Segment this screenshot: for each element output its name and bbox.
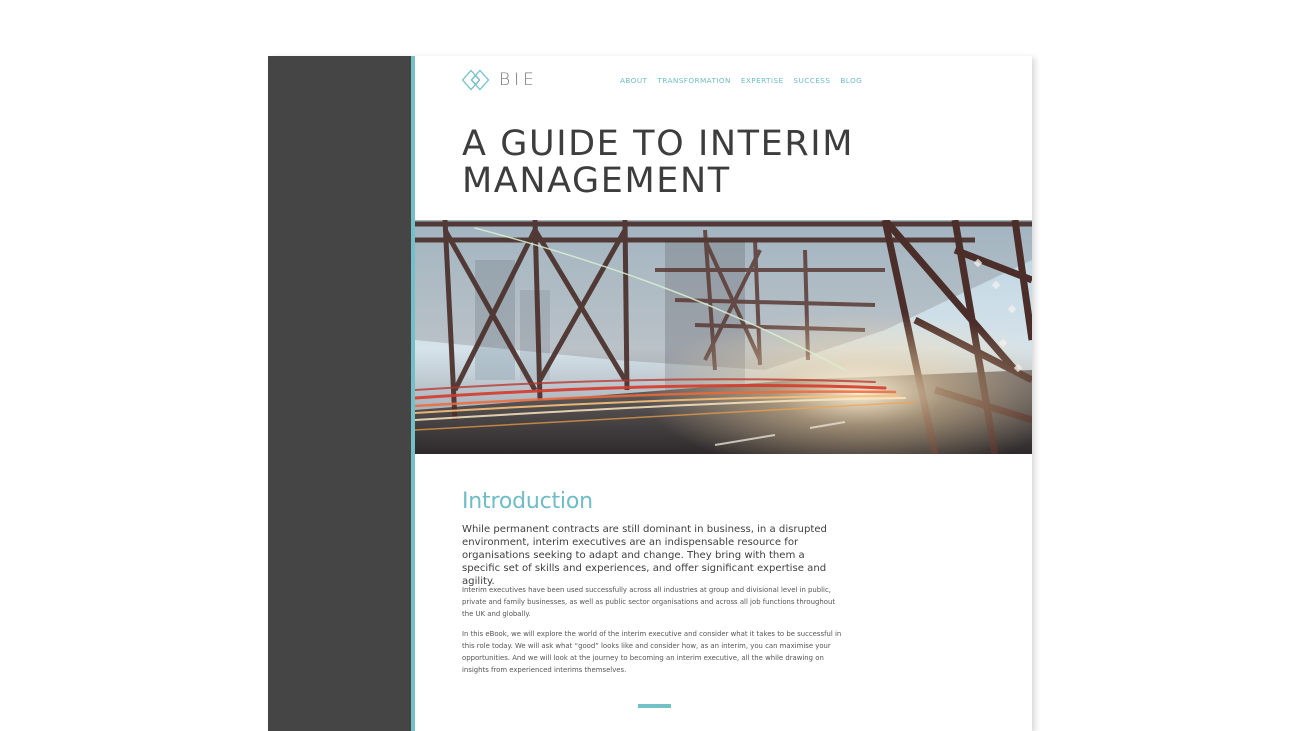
logo[interactable] <box>462 69 538 91</box>
accent-divider <box>638 704 671 708</box>
document-page <box>268 56 1032 731</box>
nav-about[interactable]: ABOUT <box>620 76 648 85</box>
title-line-1: A GUIDE TO INTERIM <box>462 124 855 164</box>
intro-paragraph-1: Interim executives have been used successfully across all industries at group and divisional level in public, private and family businesses, as well as public sector organisations and across all job functions throughout the UK and globally. <box>462 586 836 618</box>
main-nav <box>620 76 862 85</box>
page-content <box>415 56 1032 731</box>
title-line-2: MANAGEMENT <box>462 161 731 201</box>
interlocking-diamonds-icon <box>462 69 492 91</box>
nav-success[interactable]: SUCCESS <box>793 76 831 85</box>
nav-expertise[interactable]: EXPERTISE <box>740 76 784 85</box>
nav-blog[interactable]: BLOG <box>840 76 863 85</box>
nav-transformation[interactable]: TRANSFORMATION <box>657 76 731 85</box>
dark-spine-panel <box>268 56 411 731</box>
logo-text: BIE <box>499 70 538 90</box>
hero-image <box>415 220 1032 454</box>
intro-paragraph-2: In this eBook, we will explore the world of the interim executive and consider what it takes to be successful in this role today. We will ask what “good” looks like and consider how, as an interim, you can maximise your opportunities. And we will look at the journey to becoming an interim executive, all the while drawing on insights from experienced interims themselves. <box>462 630 842 674</box>
page-title <box>462 126 942 200</box>
intro-lead-paragraph: While permanent contracts are still dominant in business, in a disrupted environment, interim executives are an indispensable resource for organisations seeking to adapt and change. They bring with them a specific set of skills and experiences, and offer significant expertise and agility. <box>462 524 827 587</box>
intro-heading: Introduction <box>462 489 593 514</box>
